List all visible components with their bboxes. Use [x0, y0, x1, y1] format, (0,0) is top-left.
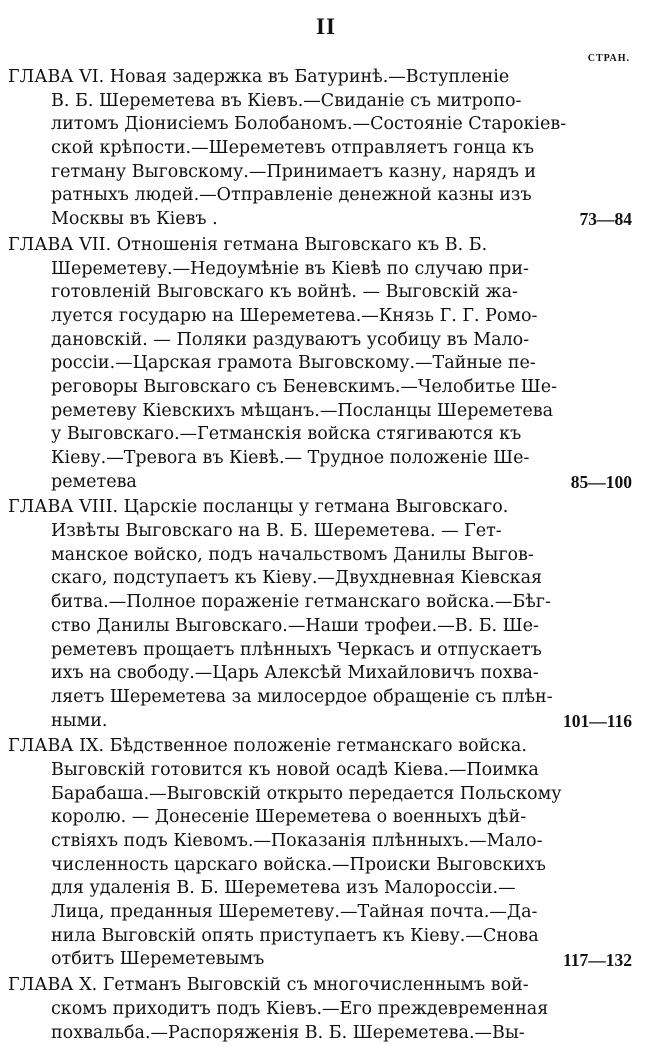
chapter-summary-line: Выговскій готовится къ новой осадѣ Кіева.—Поимка [51, 759, 539, 780]
chapter-summary-line: ской крѣпости.—Шереметевъ отправляетъ гонца къ [51, 138, 534, 159]
chapter-summary-line: ными. [51, 710, 108, 731]
chapter-summary-line: Москвы въ Кіевъ . [51, 209, 218, 230]
chapter-summary-line: реговоры Выговскаго съ Беневскимъ.—Челобитье Ше- [51, 376, 558, 397]
chapter-summary-line: королю. — Донесеніе Шереметева о военныхъ дѣй- [51, 807, 527, 828]
page-range: 117—132 [562, 949, 632, 970]
chapter-summary-line: ство Данилы Выговскаго.—Наши трофеи.—В. Б. Ше- [51, 615, 539, 636]
chapter-summary-line: луется государю на Шереметева.—Князь Г. Г. Ромо- [51, 305, 538, 326]
chapter-heading-line: ГЛАВА X. Гетманъ Выговскій съ многочисленнымъ вой- [8, 975, 529, 996]
toc-entry [0, 66, 652, 232]
chapter-heading-line: ГЛАВА VIII. Царскіе посланцы у гетмана Выговскаго. [8, 497, 509, 518]
chapter-summary-line: гетману Выговскому.—Принимаетъ казну, нарядъ и [51, 161, 537, 182]
toc-entry [0, 735, 652, 972]
chapter-summary-line: реметевъ прощаетъ плѣнныхъ Черкасъ и отпускаетъ [51, 639, 542, 660]
toc-entry [0, 974, 652, 1045]
chapter-summary-line: Извѣты Выговскаго на В. Б. Шереметева. — Гет- [51, 521, 502, 542]
chapter-heading-line: ГЛАВА VII. Отношенія гетмана Выговскаго къ В. Б. [8, 234, 488, 255]
chapter-summary-line: реметеву Кіевскихъ мѣщанъ.—Посланцы Шереметева [51, 400, 554, 421]
chapter-summary-line: похвальба.—Распоряженія В. Б. Шереметева.—Вы- [51, 1022, 525, 1043]
chapter-summary-line: россіи.—Царская грамота Выговскому.—Тайные пе- [51, 353, 536, 374]
chapter-summary-line: В. Б. Шереметева въ Кіевъ.—Свиданіе съ митропо- [51, 90, 522, 111]
chapter-summary-line: Шереметеву.—Недоумѣніе въ Кіевѣ по случаю при- [51, 258, 529, 279]
chapter-summary-line: ствіяхъ подъ Кіевомъ.—Показанія плѣнныхъ.—Мало- [51, 831, 543, 851]
toc-entry [0, 496, 652, 733]
chapter-summary-line: манское войско, подъ начальствомъ Данилы Выгов- [51, 544, 534, 565]
chapter-heading-line: ГЛАВА VI. Новая задержка въ Батуринѣ.—Вступленіе [8, 67, 510, 87]
chapter-summary-line: Барабаша.—Выговскій открыто передается Польскому [51, 783, 562, 804]
chapter-summary-line: Лица, преданныя Шереметеву.—Тайная почта.—Да- [51, 902, 538, 923]
chapter-summary-line: для удаленія В. Б. Шереметева изъ Малороссіи.— [51, 878, 516, 899]
chapter-summary-line: битва.—Полное пораженіе гетманскаго войска.—Бѣг- [51, 592, 551, 613]
chapter-summary-line: литомъ Діонисіемъ Болобаномъ.—Состояніе Старокіев- [51, 114, 567, 135]
chapter-heading-line: ГЛАВА IX. Бѣдственное положеніе гетманскаго войска. [8, 736, 527, 757]
chapter-summary-line: реметева [51, 471, 137, 492]
chapter-summary-line: готовленій Выговскаго къ войнѣ. — Выговскій жа- [51, 282, 518, 303]
page-range: 101—116 [562, 710, 632, 731]
chapter-summary-line: ратныхъ людей.—Отправленіе денежной казны изъ [51, 185, 532, 206]
chapter-summary-line: у Выговскаго.—Гетманскія войска стягиваются къ [51, 424, 522, 445]
chapter-summary-line: Кіеву.—Тревога въ Кіевѣ.— Трудное положеніе Ше- [51, 448, 530, 468]
chapter-summary-line: нила Выговскій опять приступаетъ къ Кіеву.—Снова [51, 925, 539, 946]
chapter-summary-line: численность царскаго войска.—Происки Выговскихъ [51, 854, 546, 875]
page-range: 85—100 [570, 471, 632, 492]
chapter-summary-line: ляетъ Шереметева за милосердое обращеніе съ плѣн- [51, 686, 553, 707]
toc-entry [0, 234, 652, 495]
column-heading: СТРАН. [587, 53, 630, 64]
table-of-contents [0, 66, 652, 1047]
chapter-summary-line: скомъ приходитъ подъ Кіевъ.—Его преждевременная [51, 998, 549, 1019]
chapter-summary-line: отбитъ Шереметевымъ [51, 949, 265, 970]
chapter-summary-line: дановскій. — Поляки раздуваютъ усобицу въ Мало- [51, 329, 530, 350]
chapter-summary-line: скаго, подступаетъ къ Кіеву.—Двухдневная Кіевская [51, 568, 543, 589]
page-range: 73—84 [579, 209, 632, 230]
page-number: II [316, 14, 336, 39]
chapter-summary-line: ихъ на свободу.—Царь Алексѣй Михайловичъ похва- [51, 663, 539, 684]
